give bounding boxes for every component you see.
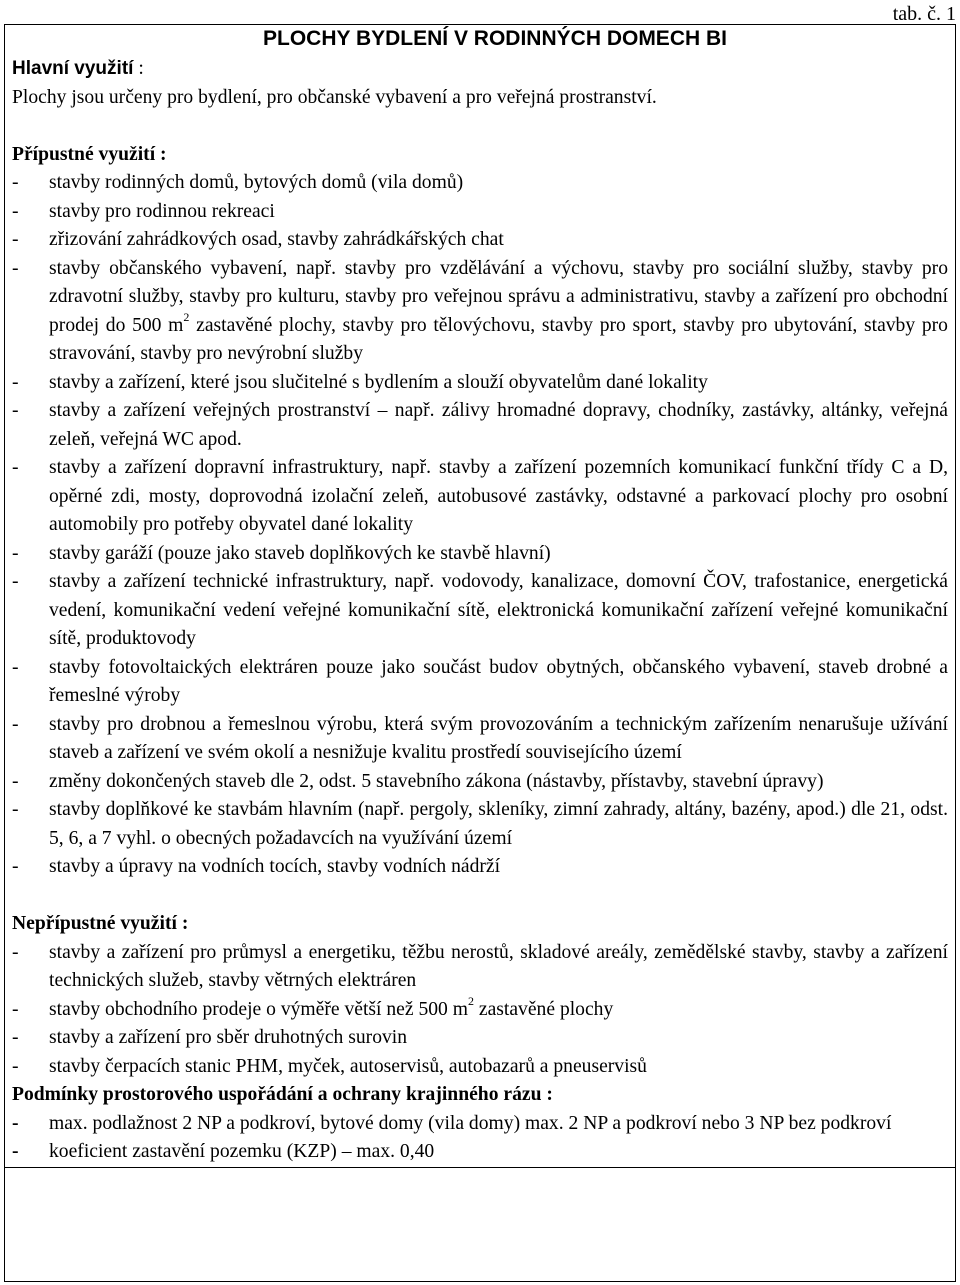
prohibited-use-list: [12, 939, 948, 1082]
list-item-text: stavby garáží (pouze jako staveb doplňkových ke stavbě hlavní): [49, 542, 551, 564]
main-use-heading: [12, 55, 948, 84]
list-dash: -: [12, 1027, 19, 1048]
main-use-heading-colon: :: [133, 58, 144, 79]
list-item: [12, 939, 948, 996]
list-dash: -: [12, 1055, 19, 1077]
list-item-text: stavby a zařízení technické infrastruktury, např. vodovody, kanalizace, domovní ČOV, trafostanice, energetická vedení, komunikační vedení veřejné komunikační sítě, elektronická komunikační zařízení veřejné komunikační sítě, produktovody: [49, 571, 948, 649]
list-dash: -: [12, 571, 19, 592]
list-item: [12, 1138, 948, 1167]
list-dash: -: [12, 371, 19, 393]
list-dash: -: [12, 457, 19, 478]
list-item: [12, 568, 948, 654]
list-dash: -: [12, 200, 19, 222]
list-dash: -: [12, 229, 19, 250]
list-item: [12, 255, 948, 369]
list-dash: -: [12, 713, 19, 735]
list-dash: -: [12, 856, 19, 877]
list-item: [12, 369, 948, 398]
list-item-text: koeficient zastavění pozemku (KZP) – max. 0,40: [49, 1141, 435, 1162]
page-title: [0, 26, 960, 52]
list-item: [12, 853, 948, 882]
list-dash: -: [12, 941, 19, 963]
list-dash: -: [12, 998, 19, 1020]
list-item-text: stavby a zařízení, které jsou slučitelné s bydlením a slouží obyvatelům dané lokality: [49, 371, 708, 393]
list-item-text: stavby čerpacích stanic PHM, myček, autoservisů, autobazarů a pneuservisů: [49, 1055, 647, 1077]
regulation-content: [12, 55, 948, 1167]
superscript: 2: [468, 993, 474, 1008]
main-use-heading-label: Hlavní využití: [12, 58, 134, 79]
conditions-heading: Podmínky prostorového uspořádání a ochrany krajinného rázu :: [12, 1084, 553, 1105]
list-item: [12, 711, 948, 768]
list-item: [12, 654, 948, 711]
list-item: [12, 397, 948, 454]
list-item: [12, 768, 948, 797]
list-dash: -: [12, 656, 19, 678]
list-item: [12, 540, 948, 569]
list-item-text: stavby pro drobnou a řemeslnou výrobu, která svým provozováním a technickým zařízením nenarušuje užívání staveb a zařízení ve svém okolí a nesnižuje kvalitu prostředí souvisejícího území: [49, 713, 948, 763]
list-item: [12, 1024, 948, 1053]
list-dash: -: [12, 172, 19, 193]
list-item-text-tail: zastavěné plochy, stavby pro tělovýchovu, stavby pro sport, stavby pro ubytování, stavby pro stravování, stavby pro nevýrobní služby: [49, 314, 948, 364]
list-dash: -: [12, 770, 19, 792]
list-dash: -: [12, 542, 19, 564]
permitted-use-list: [12, 169, 948, 882]
conditions-list: [12, 1110, 948, 1167]
spacer: [12, 112, 948, 141]
title-text: PLOCHY BYDLENÍ V RODINNÝCH DOMECH BI: [263, 27, 727, 50]
list-item-text: stavby občanského vybavení, např. stavby pro vzdělávání a výchovu, stavby pro sociální služby, stavby pro zdravotní služby, stavby pro kulturu, stavby pro veřejnou správu a administrativu, stavby a zařízení pro obchodní prodej do 500 m: [49, 257, 948, 336]
list-dash: -: [12, 257, 19, 279]
list-item-text: stavby pro rodinnou rekreaci: [49, 200, 275, 222]
list-item-text: stavby doplňkové ke stavbám hlavním (např. pergoly, skleníky, zimní zahrady, altány, bazény, apod.) dle 21, odst. 5, 6, a 7 vyhl. o obecných požadavcích na využívání území: [49, 799, 948, 849]
list-item-text: zřizování zahrádkových osad, stavby zahrádkářských chat: [49, 229, 504, 250]
list-item: [12, 226, 948, 255]
list-item: [12, 198, 948, 227]
list-item-text: stavby a zařízení pro průmysl a energetiku, těžbu nerostů, skladové areály, zemědělské stavby, stavby a zařízení technických služeb, stavby větrných elektráren: [49, 941, 948, 991]
list-item-text: stavby fotovoltaických elektráren pouze jako součást budov obytných, občanského vybavení, staveb drobné a řemeslné výroby: [49, 656, 948, 706]
section-divider: [4, 1167, 956, 1168]
table-number: tab. č. 1: [892, 3, 956, 25]
permitted-use-heading: Přípustné využití :: [12, 143, 167, 165]
list-dash: -: [12, 400, 19, 421]
list-item: [12, 1053, 948, 1082]
list-dash: -: [12, 1112, 19, 1134]
list-dash: -: [12, 799, 19, 820]
superscript: 2: [183, 309, 190, 324]
list-item-text-tail: zastavěné plochy: [474, 998, 614, 1020]
list-item-text: stavby obchodního prodeje o výměře větší než 500 m: [49, 998, 468, 1020]
spacer: [12, 882, 948, 911]
list-item: [12, 454, 948, 540]
list-item-text: stavby rodinných domů, bytových domů (vila domů): [49, 172, 464, 193]
list-item-text: změny dokončených staveb dle 2, odst. 5 stavebního zákona (nástavby, přístavby, stavební úpravy): [49, 770, 824, 792]
list-item: [12, 993, 948, 1025]
list-item: [12, 1110, 948, 1139]
list-item-text: stavby a úpravy na vodních tocích, stavby vodních nádrží: [49, 856, 501, 877]
list-item-text: stavby a zařízení pro sběr druhotných surovin: [49, 1027, 408, 1048]
list-item: [12, 169, 948, 198]
list-dash: -: [12, 1141, 19, 1162]
main-use-text: Plochy jsou určeny pro bydlení, pro občanské vybavení a pro veřejná prostranství.: [12, 86, 657, 108]
prohibited-use-heading: Nepřípustné využití :: [12, 913, 189, 934]
list-item-text: max. podlažnost 2 NP a podkroví, bytové domy (vila domy) max. 2 NP a podkroví nebo 3 NP bez podkroví: [49, 1112, 892, 1134]
list-item-text: stavby a zařízení dopravní infrastruktury, např. stavby a zařízení pozemních komunikací funkční třídy C a D, opěrné zdi, mosty, doprovodná izolační zeleň, autobusové zastávky, odstavné a parkovací plochy pro osobní automobily pro potřeby obyvatel dané lokality: [49, 457, 948, 535]
list-item-text: stavby a zařízení veřejných prostranství – např. zálivy hromadné dopravy, chodníky, zastávky, altánky, veřejná zeleň, veřejná WC apod.: [49, 400, 948, 450]
list-item: [12, 796, 948, 853]
